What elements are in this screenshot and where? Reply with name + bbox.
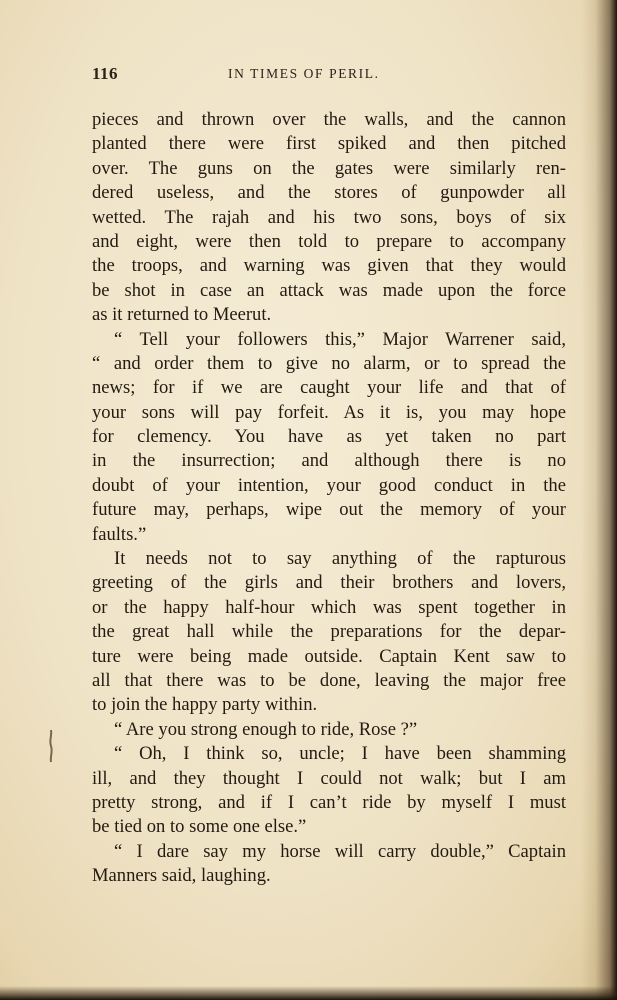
text-line: all that there was to be done, leaving the major free bbox=[92, 669, 566, 691]
text-line: “ Tell your followers this,” Major Warrener said, bbox=[114, 328, 566, 350]
text-line: news; for if we are caught your life and that of bbox=[92, 377, 566, 399]
text-line: Manners said, laughing. bbox=[92, 865, 271, 887]
text-line: wetted. The rajah and his two sons, boys of six bbox=[92, 206, 566, 228]
text-line: faults.” bbox=[92, 523, 147, 545]
margin-ink-mark bbox=[46, 728, 56, 764]
text-line: It needs not to say anything of the rapturous bbox=[114, 548, 566, 570]
text-line: ture were being made outside. Captain Kent saw to bbox=[92, 645, 566, 667]
text-line: future may, perhaps, wipe out the memory of your bbox=[92, 499, 566, 521]
text-line: planted there were first spiked and then pitched bbox=[92, 133, 566, 155]
text-line: greeting of the girls and their brothers and lovers, bbox=[92, 572, 566, 594]
text-line: or the happy half-hour which was spent together in bbox=[92, 596, 566, 618]
text-line: the troops, and warning was given that they would bbox=[92, 255, 566, 277]
page-header bbox=[92, 64, 566, 88]
text-line: “ I dare say my horse will carry double,” Captain bbox=[114, 840, 566, 862]
text-line: “ Are you strong enough to ride, Rose ?” bbox=[114, 718, 418, 740]
text-line: be tied on to some one else.” bbox=[92, 816, 307, 838]
text-line: for clemency. You have as yet taken no part bbox=[92, 426, 566, 448]
text-line: doubt of your intention, your good conduct in the bbox=[92, 474, 566, 496]
running-title: IN TIMES OF PERIL. bbox=[228, 66, 380, 81]
page-number: 116 bbox=[92, 64, 119, 83]
text-line: as it returned to Meerut. bbox=[92, 304, 272, 326]
text-line: “ Oh, I think so, uncle; I have been shamming bbox=[114, 743, 566, 765]
text-line: in the insurrection; and although there is no bbox=[92, 450, 566, 472]
text-line: dered useless, and the stores of gunpowder all bbox=[92, 182, 566, 204]
text-line: over. The guns on the gates were similarly ren- bbox=[92, 157, 566, 179]
text-line: pieces and thrown over the walls, and the cannon bbox=[92, 109, 566, 130]
text-line: pretty strong, and if I can’t ride by myself I must bbox=[92, 791, 566, 813]
text-line: the great hall while the preparations for the depar- bbox=[92, 621, 566, 643]
binding-shadow bbox=[581, 0, 617, 1000]
text-line: be shot in case an attack was made upon the force bbox=[92, 279, 566, 301]
text-line: your sons will pay forfeit. As it is, you may hope bbox=[92, 401, 566, 423]
text-line: “ and order them to give no alarm, or to spread the bbox=[92, 352, 566, 374]
text-line: and eight, were then told to prepare to accompany bbox=[92, 230, 566, 252]
text-line: to join the happy party within. bbox=[92, 694, 318, 716]
body-text bbox=[92, 108, 566, 889]
text-line: ill, and they thought I could not walk; but I am bbox=[92, 767, 566, 789]
page-bottom-edge bbox=[0, 986, 617, 1000]
